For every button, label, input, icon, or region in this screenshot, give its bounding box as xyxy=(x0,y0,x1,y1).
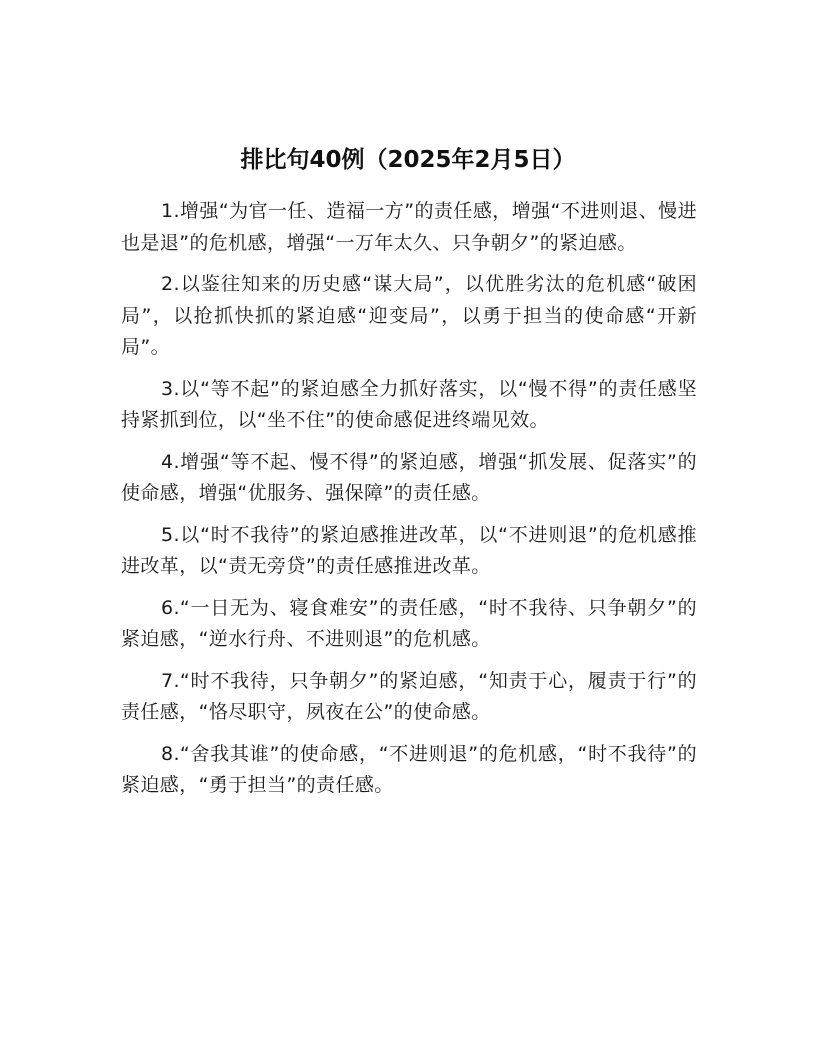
paragraph-2: 2.以鉴往知来的历史感“谋大局”，以优胜劣汰的危机感“破困局”，以抢抓快抓的紧迫感“迎变局”，以勇于担当的使命感“开新局”。 xyxy=(121,273,697,358)
paragraph-7: 7.“时不我待，只争朝夕”的紧迫感，“知责于心，履责于行”的责任感，“恪尽职守，夙夜在公”的使命感。 xyxy=(121,669,697,723)
paragraph-5: 5.以“时不我待”的紧迫感推进改革，以“不进则退”的危机感推进改革，以“责无旁贷”的责任感推进改革。 xyxy=(121,523,697,577)
paragraph-4: 4.增强“等不起、慢不得”的紧迫感，增强“抓发展、促落实”的使命感，增强“优服务、强保障”的责任感。 xyxy=(121,450,697,504)
paragraph-6: 6.“一日无为、寝食难安”的责任感，“时不我待、只争朝夕”的紧迫感，“逆水行舟、不进则退”的危机感。 xyxy=(121,596,697,650)
paragraph-1: 1.增强“为官一任、造福一方”的责任感，增强“不进则退、慢进也是退”的危机感，增强“一万年太久、只争朝夕”的紧迫感。 xyxy=(121,200,697,254)
document-body xyxy=(121,196,697,812)
paragraph-8: 8.“舍我其谁”的使命感，“不进则退”的危机感，“时不我待”的紧迫感，“勇于担当”的责任感。 xyxy=(121,742,697,796)
document-title: 排比句40例（2025年2月5日） xyxy=(240,147,576,173)
paragraph-3: 3.以“等不起”的紧迫感全力抓好落实，以“慢不得”的责任感坚持紧抓到位，以“坐不住”的使命感促进终端见效。 xyxy=(121,377,697,431)
